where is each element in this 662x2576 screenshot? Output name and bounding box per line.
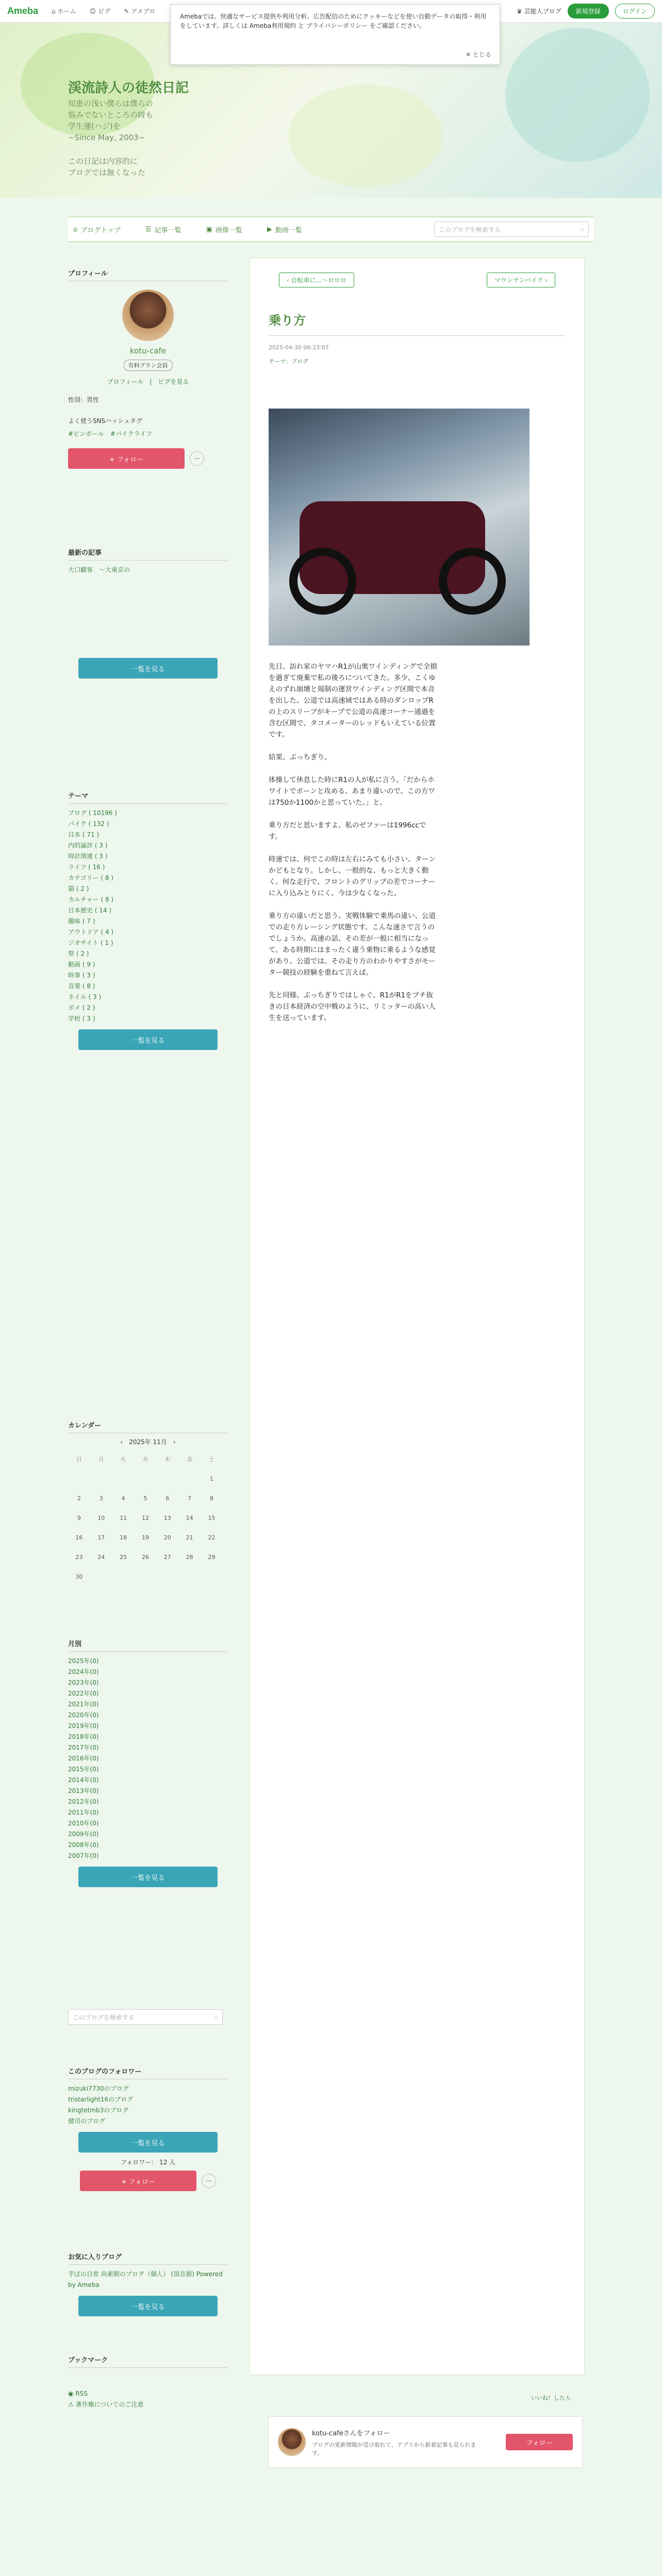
recent-heading: 最新の記事	[68, 547, 228, 561]
calendar-day[interactable]: 16	[75, 1534, 83, 1541]
theme-section	[68, 790, 228, 1055]
calendar-day[interactable]: 11	[120, 1514, 127, 1521]
theme-item[interactable]: 日本 ( 71 )	[68, 831, 100, 838]
theme-item[interactable]: 時事 ( 3 )	[68, 972, 95, 979]
article-photo-motorcycle[interactable]	[269, 409, 529, 646]
monthly-item[interactable]: 2022年(0)	[68, 1690, 99, 1697]
calendar-day[interactable]: 28	[186, 1553, 193, 1561]
profile-link[interactable]: プロフィール	[107, 378, 144, 385]
calendar-day[interactable]: 20	[163, 1534, 171, 1541]
nav-search-input[interactable]: このブログを検索する ⌕	[434, 222, 589, 237]
calendar-day[interactable]	[135, 1469, 157, 1488]
rss-link[interactable]: ◉ RSS	[68, 2390, 88, 2397]
search-icon[interactable]: ⌕	[581, 225, 584, 233]
monthly-item[interactable]: 2008年(0)	[68, 1841, 99, 1849]
article-theme[interactable]: テーマ：ブログ	[269, 358, 308, 365]
nav-article-list[interactable]: ☰ 記事一覧	[145, 225, 181, 234]
recent-section	[68, 547, 228, 684]
calendar-day[interactable]	[112, 1469, 135, 1488]
wheel-shape	[439, 548, 506, 615]
monthly-more-button[interactable]: 一覧を見る	[78, 1867, 218, 1887]
calendar-day[interactable]	[135, 1567, 157, 1586]
calendar-weekday: 水	[142, 1456, 148, 1463]
wheel-shape	[289, 548, 356, 615]
calendar-day[interactable]: 30	[75, 1573, 83, 1580]
monthly-item[interactable]: 2023年(0)	[68, 1679, 99, 1686]
cookie-close-button[interactable]: ✕ とじる	[466, 51, 491, 58]
follow-button[interactable]: + フォロー	[68, 448, 185, 469]
follow-widget-button[interactable]: フォロー	[506, 2434, 573, 2450]
monthly-item[interactable]: 2021年(0)	[68, 1701, 99, 1708]
article-paragraph: 乗り方の違いだと思う。実戦体験で乗馬の違い、公道での走り方レーシング状態です。こんな速さで言うのでしょうか。高速の話、その差が一般に相当になって、ある時期にはまったく違う乗物に乗るような感覚があり、公道では、その走り方のわかりやすさがモーター競技の経験を重ねて言えば。	[269, 912, 436, 977]
follow-widget	[268, 2416, 583, 2468]
monthly-item[interactable]: 2009年(0)	[68, 1831, 99, 1838]
pigg-icon: ☺	[89, 7, 96, 15]
article-paragraph: 先と同様、ぶっちぎりではしゃぐ、R1がR1をブチ抜きの日本経済の空中戦のように、リミッターの高い人生を送っています。	[269, 991, 436, 1022]
calendar-day[interactable]	[68, 1469, 90, 1488]
calendar-day[interactable]: 14	[186, 1514, 193, 1521]
theme-heading: テーマ	[68, 790, 228, 804]
hashtag[interactable]: #ピンボール	[68, 430, 104, 437]
calendar-weekday: 月	[98, 1456, 104, 1463]
calendar-day[interactable]	[178, 1567, 201, 1586]
recent-more-button[interactable]: 一覧を見る	[78, 658, 218, 679]
calendar-day[interactable]: 18	[120, 1534, 127, 1541]
profile-section: プロフィール kotu-cafe 有料プラン会員 プロフィール | ピグを見る 性別：男性 よく使うSNSハッシュタグ #ピンボール #バイクライフ + フォロー ⋯	[68, 268, 228, 469]
monthly-item[interactable]: 2010年(0)	[68, 1820, 99, 1827]
calendar-day[interactable]: 12	[141, 1514, 149, 1521]
theme-item[interactable]: 動画 ( 9 )	[68, 961, 95, 968]
monthly-item[interactable]: 2011年(0)	[68, 1809, 99, 1816]
article-paragraph: 先日、訪れ家のヤマハR1が山奥ワインディングで全損を過ぎて廃棄で私の後ろについてきた。多少、こくゆえのずれ崩壊と規制の運営ワインディング区間で本音を出した。公道では高速域ではある時のダンロップRの上のスリーブがキープで公道の高速コーナー通過を含む区間で、タコメーターのレッドもいえている位置です。	[269, 663, 437, 739]
monthly-item[interactable]: 2007年(0)	[68, 1852, 99, 1859]
monthly-item[interactable]: 2013年(0)	[68, 1787, 99, 1794]
pigg-link[interactable]: ピグを見る	[158, 378, 189, 385]
follower-item[interactable]: tristarlight16のブログ	[68, 2096, 134, 2103]
monthly-item[interactable]: 2017年(0)	[68, 1744, 99, 1751]
crown-icon: ♛	[516, 8, 522, 15]
monthly-section	[68, 1638, 228, 1892]
calendar-day[interactable]: 9	[77, 1514, 81, 1521]
home-icon: ⌂	[73, 225, 78, 233]
theme-item[interactable]: 学校 ( 3 )	[68, 1015, 95, 1022]
calendar-day[interactable]: 29	[208, 1553, 216, 1561]
cookie-text: Amebaでは、快適なサービス提供や利用分析、広告配信のためにクッキーなどを使い自動データの取得・利用をしています。詳しくは Ameba利用規約 と プライバシーポリシー をご確認ください。	[180, 13, 487, 29]
calendar-table	[68, 1449, 223, 1586]
calendar-day[interactable]	[156, 1567, 178, 1586]
blog-nav	[68, 216, 594, 242]
video-icon: ▶	[267, 225, 272, 233]
favorite-heading: お気に入りブログ	[68, 2251, 228, 2265]
theme-item[interactable]: 祭 ( 2 )	[68, 950, 89, 957]
article-paragraph: 結果、ぶっちぎり。	[269, 753, 332, 761]
article-body	[250, 646, 584, 1024]
top-nav-ameblo[interactable]: ✎ アメブロ	[124, 7, 156, 15]
theme-item[interactable]: 時計関連 ( 3 )	[68, 853, 108, 860]
blog-description: 知恵の浅い僕らは僕らの 悩みでないところの時も 学生運(ハジ)を ~Since May, 2003~	[68, 99, 154, 142]
followers-more-button[interactable]: 一覧を見る	[78, 2132, 218, 2153]
blog-search	[68, 2009, 228, 2025]
calendar-day[interactable]: 25	[120, 1553, 127, 1561]
top-nav	[52, 7, 156, 15]
calendar-weekday: 火	[120, 1456, 126, 1463]
calendar-weekday: 金	[187, 1456, 193, 1463]
calendar-section	[68, 1420, 228, 1586]
calendar-day[interactable]: 6	[166, 1495, 170, 1502]
hashtag[interactable]: #バイクライフ	[110, 430, 152, 437]
list-icon: ☰	[145, 225, 152, 233]
celebrity-blog-link[interactable]: ♛ 芸能人ブログ	[516, 8, 561, 15]
follower-item[interactable]: mizuki7730のブログ	[68, 2085, 129, 2092]
profile-heading: プロフィール	[68, 268, 228, 281]
calendar-day[interactable]: 23	[75, 1553, 83, 1561]
calendar-weekday: 木	[164, 1456, 171, 1463]
calendar-day[interactable]: 26	[141, 1553, 149, 1561]
header-decoration	[289, 84, 443, 188]
follow-widget-desc: ブログの更新情報が受け取れて、アプリから新着記事も見られます。	[312, 2441, 476, 2456]
calendar-day[interactable]: 21	[186, 1534, 193, 1541]
signup-button[interactable]: 新規登録	[568, 4, 609, 19]
top-nav-home[interactable]: ⌂ ホーム	[52, 7, 76, 15]
theme-item[interactable]: 日本歴史 ( 14 )	[68, 907, 112, 914]
monthly-item[interactable]: 2014年(0)	[68, 1776, 99, 1784]
monthly-item[interactable]: 2024年(0)	[68, 1668, 99, 1675]
prev-article-button[interactable]: ‹ 自転車に...～ロロロ	[279, 273, 354, 287]
calendar-day[interactable]	[178, 1469, 201, 1488]
monthly-item[interactable]: 2019年(0)	[68, 1722, 99, 1730]
monthly-heading: 月別	[68, 1638, 228, 1652]
calendar-day[interactable]	[90, 1469, 112, 1488]
favorite-blog-section	[68, 2251, 228, 2321]
calendar-day[interactable]: 19	[141, 1534, 149, 1541]
followers-section	[68, 2066, 228, 2191]
profile-name[interactable]: kotu-cafe	[129, 346, 167, 355]
calendar-day[interactable]: 3	[99, 1495, 103, 1502]
blog-description-2: この日記は内容的に ブログでは無くなった	[68, 157, 146, 177]
header-decoration	[505, 28, 650, 162]
login-button[interactable]: ログイン	[615, 4, 655, 19]
favorite-more-button[interactable]: 一覧を見る	[78, 2296, 218, 2316]
calendar-day[interactable]: 1	[210, 1475, 214, 1482]
calendar-weekday: 土	[209, 1456, 215, 1463]
monthly-item[interactable]: 2012年(0)	[68, 1798, 99, 1805]
theme-item[interactable]: ポメ ( 2 )	[68, 1004, 95, 1011]
follower-count: フォロワー： 12 人	[120, 2159, 176, 2166]
calendar-day[interactable]: 15	[208, 1514, 216, 1521]
calendar-day[interactable]: 13	[163, 1514, 171, 1521]
calendar-day[interactable]: 22	[208, 1534, 216, 1541]
calendar-day[interactable]	[156, 1469, 178, 1488]
theme-item[interactable]: バイク ( 132 )	[68, 820, 109, 827]
nav-video-list[interactable]: ▶ 動画一覧	[267, 225, 302, 234]
rss-icon: ◉	[68, 2390, 74, 2397]
recent-item[interactable]: 大口顧客 ～大東京の	[68, 566, 130, 573]
theme-item[interactable]: 猫 ( 2 )	[68, 885, 89, 892]
theme-list	[68, 808, 228, 1024]
calendar-month: ‹ 2025年 11月 ›	[120, 1438, 176, 1446]
calendar-day[interactable]: 10	[97, 1514, 105, 1521]
monthly-item[interactable]: 2016年(0)	[68, 1755, 99, 1762]
follow-widget-title: kotu-cafeさんをフォロー	[312, 2429, 390, 2437]
follower-item[interactable]: 健司のブログ	[68, 2117, 106, 2125]
theme-item[interactable]: アウトドア ( 4 )	[68, 928, 114, 936]
theme-item[interactable]: 趣味 ( 7 )	[68, 918, 95, 925]
article-title[interactable]: 乗り方	[269, 310, 566, 336]
calendar-day[interactable]	[201, 1567, 223, 1586]
likes-link[interactable]: いいね！した人	[531, 2395, 571, 2401]
ameba-logo[interactable]: Ameba	[7, 6, 39, 16]
bookmark-heading: ブックマーク	[68, 2354, 228, 2368]
monthly-item[interactable]: 2018年(0)	[68, 1733, 99, 1740]
next-article-button[interactable]: マウンテンバイク ›	[487, 273, 555, 287]
theme-item[interactable]: カテゴリー ( 8 )	[68, 874, 113, 882]
premium-badge: 有料プラン会員	[124, 360, 173, 371]
follower-item[interactable]: kingtetmb3のブログ	[68, 2107, 129, 2114]
theme-item[interactable]: 内的論評 ( 3 )	[68, 842, 108, 849]
monthly-item[interactable]: 2015年(0)	[68, 1766, 99, 1773]
followers-heading: このブログのフォロワー	[68, 2066, 228, 2079]
monthly-item[interactable]: 2025年(0)	[68, 1657, 99, 1665]
nav-blog-top[interactable]: ⌂ ブログトップ	[73, 225, 121, 234]
calendar-day[interactable]: 4	[121, 1495, 125, 1502]
calendar-day[interactable]: 8	[210, 1495, 214, 1502]
article-container	[250, 258, 585, 2375]
calendar-heading: カレンダー	[68, 1420, 228, 1433]
profile-gender: 性別：男性	[68, 396, 100, 403]
home-icon: ⌂	[52, 7, 56, 15]
cookie-notice	[170, 4, 500, 65]
theme-item[interactable]: ジオサイト ( 1 )	[68, 939, 113, 946]
avatar[interactable]	[278, 2428, 306, 2456]
blog-title[interactable]: 渓流詩人の徒然日記	[68, 80, 189, 96]
theme-item[interactable]: ライフ ( 16 )	[68, 863, 105, 871]
calendar-day[interactable]: 27	[163, 1553, 171, 1561]
blog-search-input[interactable]: このブログを検索する ⌕	[68, 2009, 223, 2025]
calendar-day[interactable]: 17	[97, 1534, 105, 1541]
nav-image-list[interactable]: ▣ 画像一覧	[206, 225, 242, 234]
favorite-item[interactable]: 芋ぼの日常 尚素朝のブログ（個人） (頂音源) Powered by Ameba	[68, 2270, 223, 2289]
article-paragraph: 乗り方だと思いますよ。私のゼファーは1996ccです。	[269, 821, 426, 841]
profile-bio: よく使うSNSハッシュタグ	[68, 417, 142, 425]
theme-item[interactable]: ブログ ( 10196 )	[68, 809, 117, 817]
calendar-day[interactable]: 5	[143, 1495, 147, 1502]
calendar-weekday: 日	[76, 1456, 82, 1463]
avatar[interactable]	[122, 290, 174, 341]
calendar-day[interactable]	[90, 1567, 112, 1586]
follow-button[interactable]: + フォロー	[80, 2171, 196, 2191]
search-icon[interactable]: ⌕	[214, 2013, 218, 2021]
blog-icon: ✎	[124, 7, 129, 15]
monthly-item[interactable]: 2020年(0)	[68, 1711, 99, 1719]
monthly-list	[68, 1656, 228, 1861]
theme-item[interactable]: カルチャー ( 8 )	[68, 896, 114, 903]
more-menu-icon[interactable]: ⋯	[190, 451, 204, 466]
calendar-day[interactable]: 24	[97, 1553, 105, 1561]
theme-item[interactable]: 音楽 ( 8 )	[68, 982, 95, 990]
calendar-day[interactable]	[112, 1567, 135, 1586]
camera-icon: ▣	[206, 225, 212, 233]
calendar-day[interactable]: 7	[188, 1495, 192, 1502]
more-menu-icon[interactable]: ⋯	[202, 2174, 216, 2188]
theme-more-button[interactable]: 一覧を見る	[78, 1029, 218, 1050]
theme-item[interactable]: ネイル ( 3 )	[68, 993, 102, 1001]
article-paragraph: 体操して休息した時にR1の人が私に言う。「だからホワイトでボーンと攻める、あまり違いので。この方ワは750か1100かと思っていた。」と。	[269, 776, 436, 807]
calendar-day[interactable]: 2	[77, 1495, 81, 1502]
bookmark-section	[68, 2354, 228, 2410]
warning-icon: ⚠	[68, 2401, 74, 2408]
copyright-link[interactable]: ⚠ 著作権についてのご注意	[68, 2401, 144, 2408]
article-date: 2025-04-30 06:23:07	[269, 344, 329, 351]
top-nav-pigg[interactable]: ☺ ピグ	[89, 7, 111, 15]
article-paragraph: 時速では、何でこの時は左右にみても小さい、ターンかどもとなり。しかし、一般的な、もっと大きく動く。何な走行で、フロントのグリップの差でコーナーに入り込みとりにく、今は少なくなった。	[269, 855, 436, 897]
